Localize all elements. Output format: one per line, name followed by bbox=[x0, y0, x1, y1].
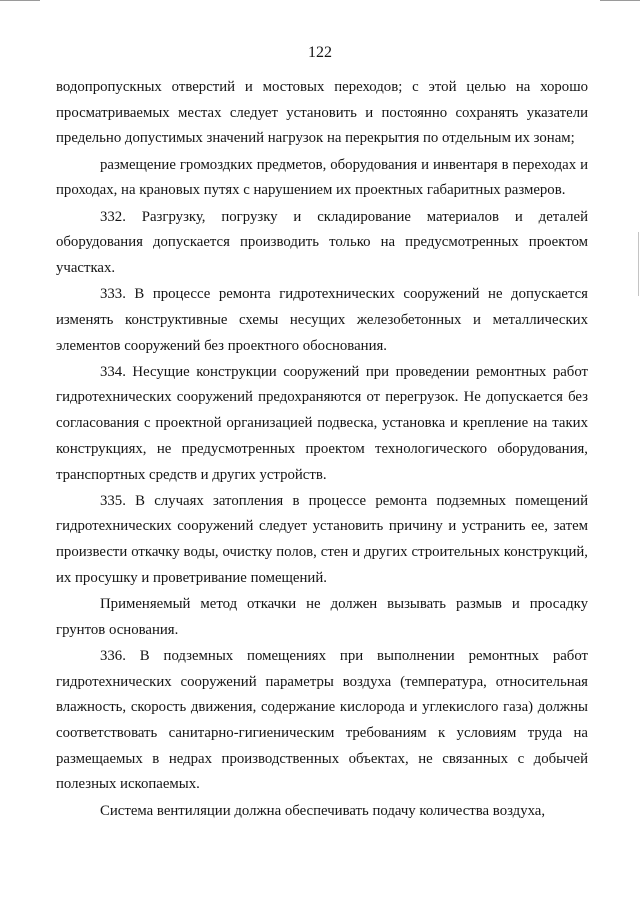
paragraph-335: 335. В случаях затопления в процессе ремонта подземных помещений гидротехнических сооружений следует установить причину и устранить ее, затем произвести откачку воды, очистку полов, стен и других строительных конструкций, их просушку и проветривание помещений. bbox=[56, 492, 588, 586]
paragraph-bulky-items: размещение громоздких предметов, оборудования и инвентаря в переходах и проходах, на крановых путях с нарушением их проектных габаритных размеров. bbox=[56, 156, 588, 199]
paragraph-332: 332. Разгрузку, погрузку и складирование материалов и деталей оборудования допускается производить только на предусмотренных проектом участках. bbox=[56, 208, 588, 276]
paragraph-continuation: водопропускных отверстий и мостовых переходов; с этой целью на хорошо просматриваемых местах следует установить и постоянно сохранять указатели предельно допустимых значений нагрузок на перекрытия по отдельным их зонам; bbox=[56, 79, 588, 147]
page-number: 122 bbox=[308, 44, 332, 61]
paragraph-ventilation: Система вентиляции должна обеспечивать подачу количества воздуха, bbox=[100, 802, 546, 819]
document-body bbox=[56, 75, 588, 824]
paragraph-pumping-method: Применяемый метод откачки не должен вызывать размыв и просадку грунтов основания. bbox=[56, 596, 588, 638]
paragraph-333: 333. В процессе ремонта гидротехнических сооружений не допускается изменять конструктивные схемы несущих железобетонных и металлических элементов сооружений без проектного обоснования. bbox=[56, 286, 588, 354]
scan-margin-mark bbox=[638, 232, 639, 296]
scan-edge-right bbox=[600, 0, 640, 1]
paragraph-336: 336. В подземных помещениях при выполнении ремонтных работ гидротехнических сооружений параметры воздуха (температура, относительная влажность, скорость движения, содержание кислорода и углекислого газа) должны соответствовать санитарно-гигиеническим требованиям к условиям труда на размещаемых в недрах производственных объектах, не связанных с добычей полезных ископаемых. bbox=[56, 647, 588, 793]
paragraph-334: 334. Несущие конструкции сооружений при проведении ремонтных работ гидротехнических сооружений предохраняются от перегрузок. Не допускается без согласования с проектной организацией подвеска, установка и крепление на таких конструкциях, не предусмотренных проектом технологического оборудования, транспортных средств и других устройств. bbox=[56, 363, 588, 483]
scan-edge-left bbox=[0, 0, 40, 1]
